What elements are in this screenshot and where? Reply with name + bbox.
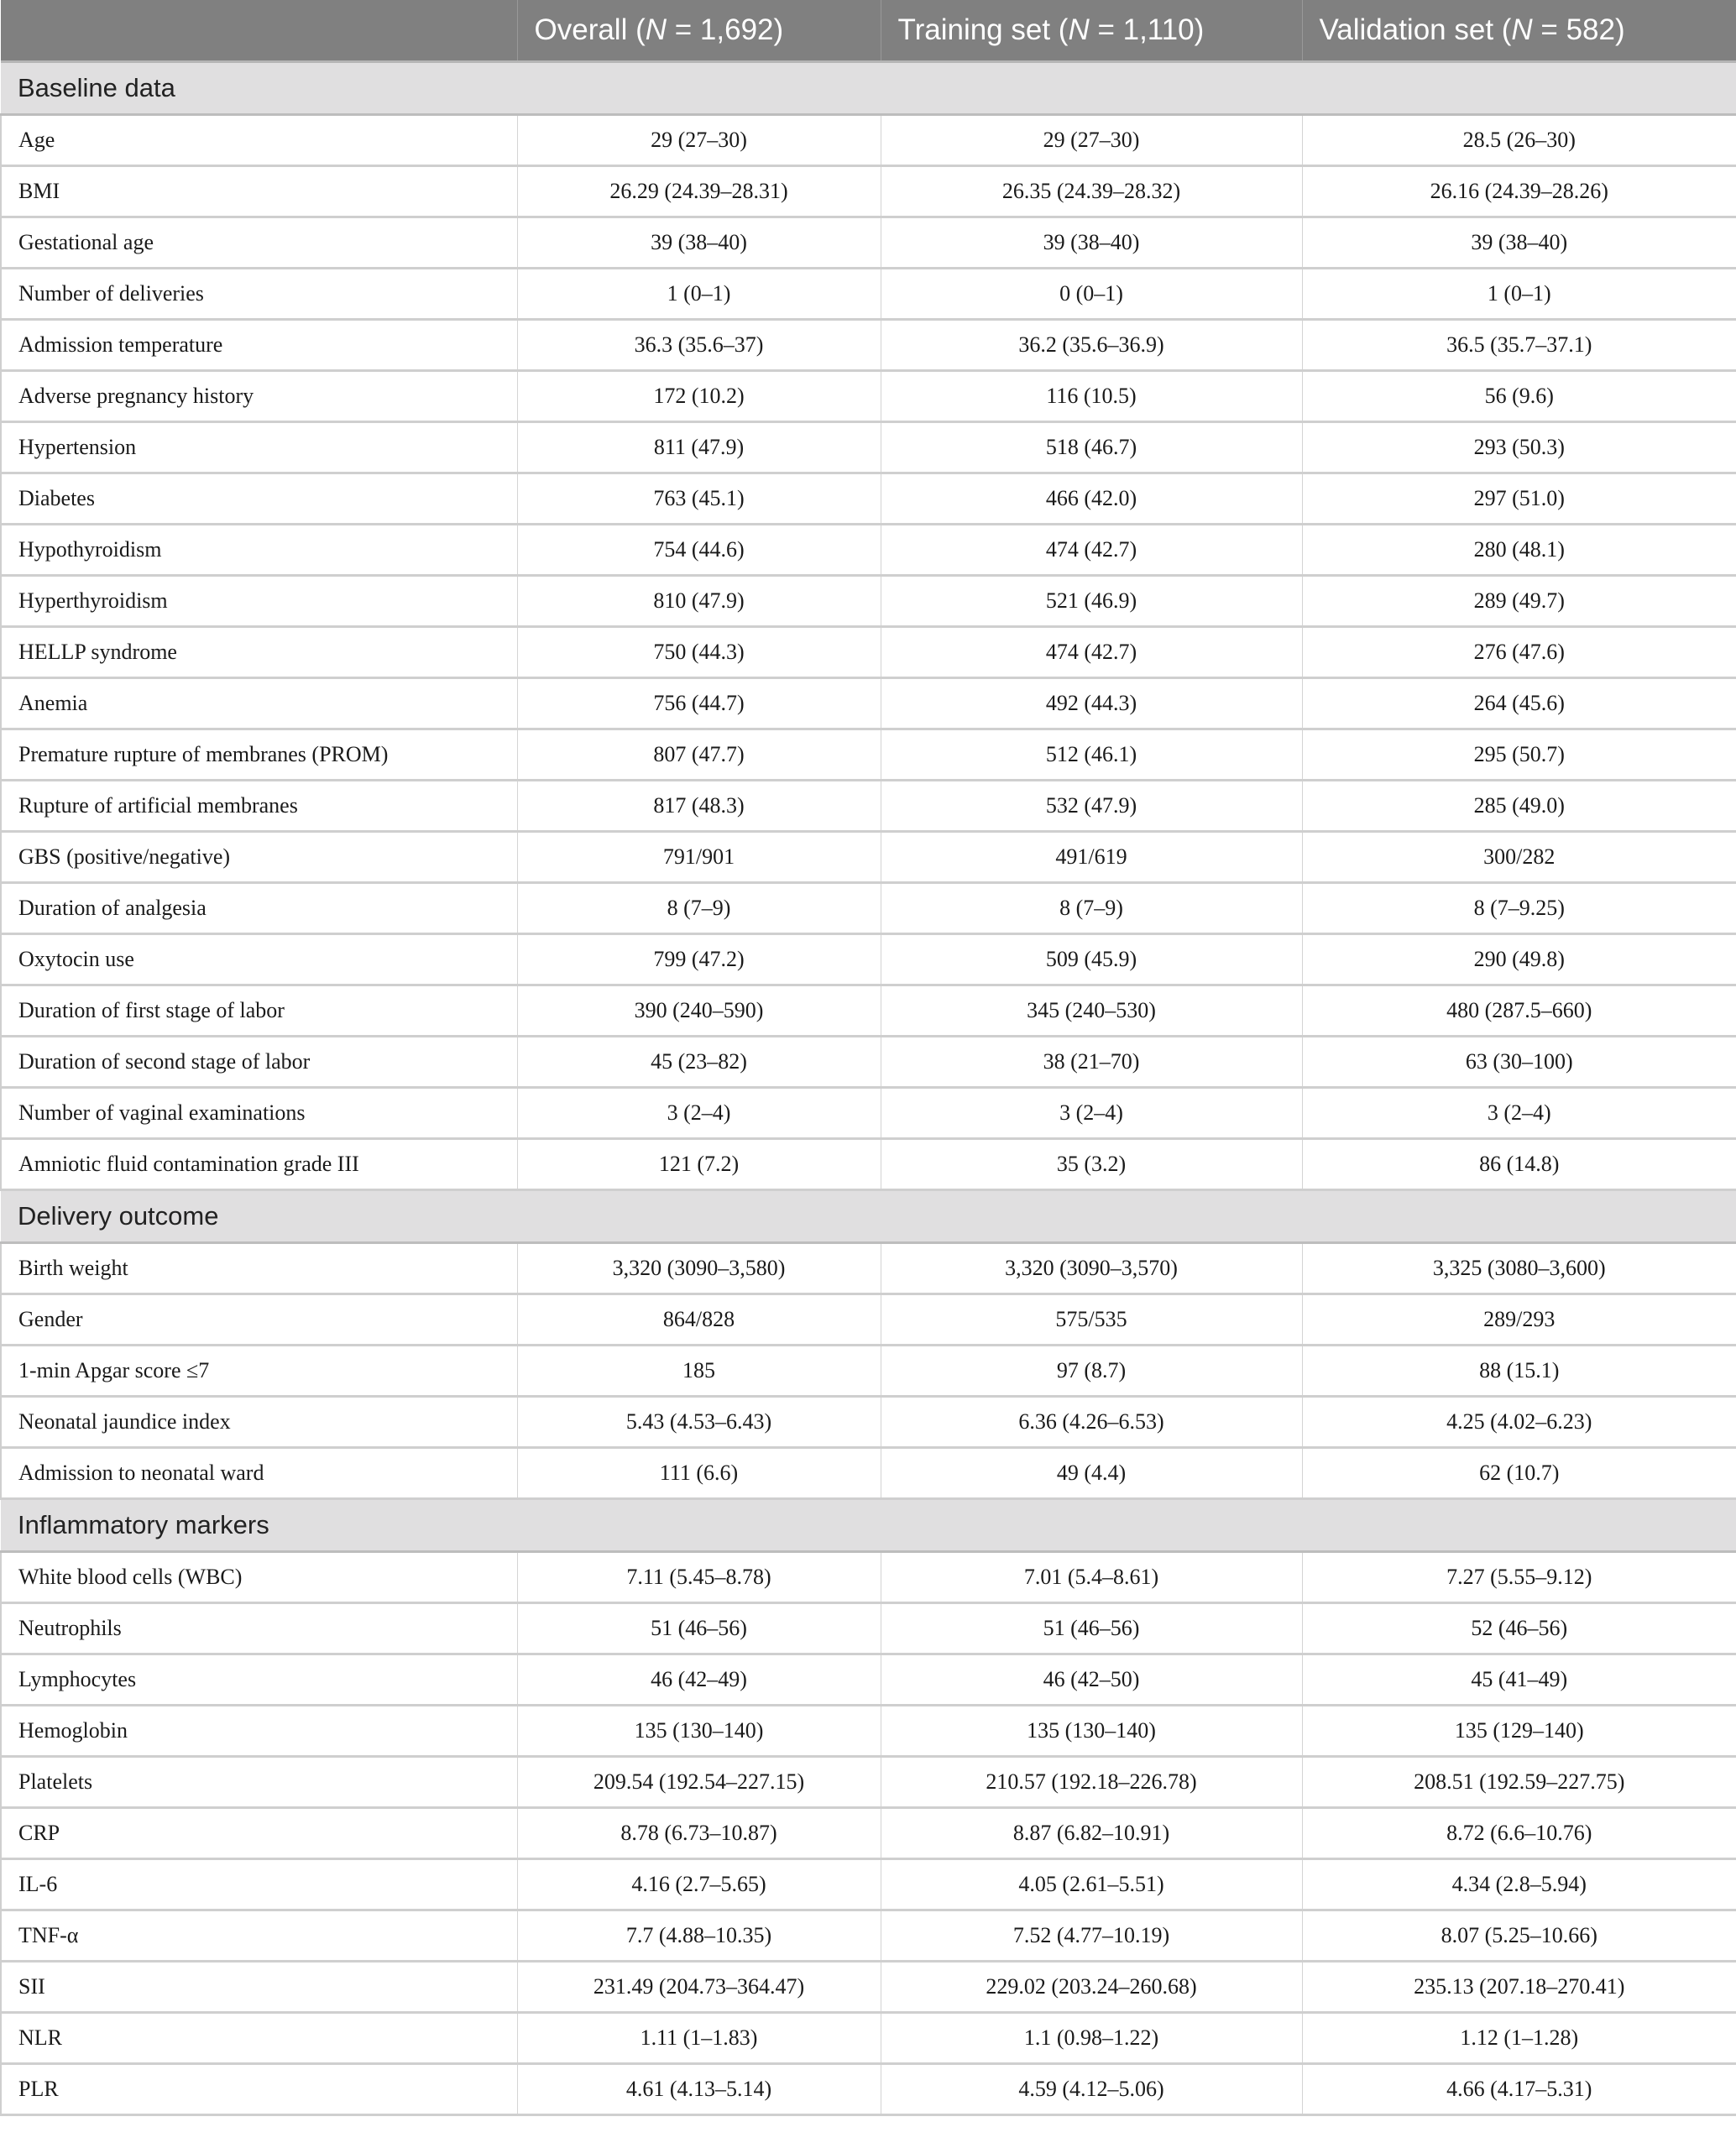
overall-cell: 864/828 [517, 1294, 881, 1346]
training-cell: 29 (27–30) [881, 115, 1302, 166]
variable-cell: Neonatal jaundice index [1, 1397, 517, 1448]
table-row [1, 371, 1736, 422]
validation-cell: 88 (15.1) [1302, 1346, 1736, 1397]
overall-cell: 36.3 (35.6–37) [517, 320, 881, 371]
table-row [1, 217, 1736, 269]
validation-cell: 86 (14.8) [1302, 1139, 1736, 1190]
variable-cell: IL-6 [1, 1859, 517, 1910]
table-row [1, 729, 1736, 781]
training-cell: 345 (240–530) [881, 985, 1302, 1037]
overall-cell: 231.49 (204.73–364.47) [517, 1962, 881, 2013]
training-cell: 116 (10.5) [881, 371, 1302, 422]
header-label: Validation set ( [1319, 13, 1512, 46]
table-row [1, 1603, 1736, 1654]
variable-cell: Oxytocin use [1, 934, 517, 985]
validation-cell: 285 (49.0) [1302, 781, 1736, 832]
training-cell: 3 (2–4) [881, 1088, 1302, 1139]
table-body [1, 62, 1736, 2115]
table-row [1, 422, 1736, 473]
overall-cell: 3 (2–4) [517, 1088, 881, 1139]
overall-cell: 750 (44.3) [517, 627, 881, 678]
table-row [1, 1037, 1736, 1088]
overall-cell: 46 (42–49) [517, 1654, 881, 1706]
overall-cell: 121 (7.2) [517, 1139, 881, 1190]
variable-cell: Diabetes [1, 473, 517, 525]
validation-cell: 3,325 (3080–3,600) [1302, 1243, 1736, 1294]
variable-cell: PLR [1, 2064, 517, 2115]
validation-cell: 4.25 (4.02–6.23) [1302, 1397, 1736, 1448]
training-cell: 4.05 (2.61–5.51) [881, 1859, 1302, 1910]
overall-cell: 756 (44.7) [517, 678, 881, 729]
overall-cell: 5.43 (4.53–6.43) [517, 1397, 881, 1448]
table-row [1, 473, 1736, 525]
validation-cell: 264 (45.6) [1302, 678, 1736, 729]
variable-cell: Rupture of artificial membranes [1, 781, 517, 832]
table-row [1, 1654, 1736, 1706]
overall-cell: 8.78 (6.73–10.87) [517, 1808, 881, 1859]
overall-cell: 810 (47.9) [517, 576, 881, 627]
training-cell: 1.1 (0.98–1.22) [881, 2013, 1302, 2064]
header-label: Overall ( [534, 13, 646, 46]
overall-cell: 26.29 (24.39–28.31) [517, 166, 881, 217]
variable-cell: Anemia [1, 678, 517, 729]
table-row [1, 1088, 1736, 1139]
validation-cell: 4.34 (2.8–5.94) [1302, 1859, 1736, 1910]
training-cell: 492 (44.3) [881, 678, 1302, 729]
overall-cell: 209.54 (192.54–227.15) [517, 1757, 881, 1808]
variable-cell: Number of deliveries [1, 269, 517, 320]
header-count: = 582) [1532, 13, 1625, 46]
training-cell: 7.01 (5.4–8.61) [881, 1552, 1302, 1603]
header-n: N [645, 13, 667, 46]
variable-cell: Hemoglobin [1, 1706, 517, 1757]
overall-cell: 799 (47.2) [517, 934, 881, 985]
validation-cell: 3 (2–4) [1302, 1088, 1736, 1139]
validation-cell: 8 (7–9.25) [1302, 883, 1736, 934]
overall-cell: 763 (45.1) [517, 473, 881, 525]
training-cell: 135 (130–140) [881, 1706, 1302, 1757]
validation-cell: 56 (9.6) [1302, 371, 1736, 422]
section-row [1, 1499, 1736, 1552]
table-header [1, 0, 1736, 62]
validation-cell: 289/293 [1302, 1294, 1736, 1346]
overall-cell: 1.11 (1–1.83) [517, 2013, 881, 2064]
validation-cell: 26.16 (24.39–28.26) [1302, 166, 1736, 217]
training-cell: 6.36 (4.26–6.53) [881, 1397, 1302, 1448]
training-cell: 26.35 (24.39–28.32) [881, 166, 1302, 217]
variable-cell: Admission temperature [1, 320, 517, 371]
variable-cell: Hypertension [1, 422, 517, 473]
training-cell: 51 (46–56) [881, 1603, 1302, 1654]
training-cell: 38 (21–70) [881, 1037, 1302, 1088]
training-cell: 474 (42.7) [881, 525, 1302, 576]
table-row [1, 1757, 1736, 1808]
overall-cell: 390 (240–590) [517, 985, 881, 1037]
variable-cell: Gender [1, 1294, 517, 1346]
overall-cell: 791/901 [517, 832, 881, 883]
table-row [1, 166, 1736, 217]
validation-cell: 52 (46–56) [1302, 1603, 1736, 1654]
training-cell: 0 (0–1) [881, 269, 1302, 320]
variable-cell: 1-min Apgar score ≤7 [1, 1346, 517, 1397]
training-cell: 97 (8.7) [881, 1346, 1302, 1397]
training-cell: 512 (46.1) [881, 729, 1302, 781]
table-row [1, 1294, 1736, 1346]
overall-cell: 807 (47.7) [517, 729, 881, 781]
header-variable [1, 0, 517, 62]
table-row [1, 1397, 1736, 1448]
training-cell: 39 (38–40) [881, 217, 1302, 269]
variable-cell: CRP [1, 1808, 517, 1859]
table-row [1, 883, 1736, 934]
overall-cell: 39 (38–40) [517, 217, 881, 269]
overall-cell: 8 (7–9) [517, 883, 881, 934]
table-row [1, 627, 1736, 678]
variable-cell: Platelets [1, 1757, 517, 1808]
training-cell: 474 (42.7) [881, 627, 1302, 678]
variable-cell: Duration of analgesia [1, 883, 517, 934]
overall-cell: 1 (0–1) [517, 269, 881, 320]
validation-cell: 289 (49.7) [1302, 576, 1736, 627]
table-row [1, 1448, 1736, 1499]
table-row [1, 525, 1736, 576]
variable-cell: HELLP syndrome [1, 627, 517, 678]
header-training [881, 0, 1302, 62]
variable-cell: GBS (positive/negative) [1, 832, 517, 883]
table-row [1, 985, 1736, 1037]
overall-cell: 754 (44.6) [517, 525, 881, 576]
overall-cell: 4.61 (4.13–5.14) [517, 2064, 881, 2115]
variable-cell: BMI [1, 166, 517, 217]
training-cell: 35 (3.2) [881, 1139, 1302, 1190]
header-n: N [1068, 13, 1090, 46]
variable-cell: White blood cells (WBC) [1, 1552, 517, 1603]
table-row [1, 115, 1736, 166]
overall-cell: 45 (23–82) [517, 1037, 881, 1088]
training-cell: 466 (42.0) [881, 473, 1302, 525]
section-title: Delivery outcome [1, 1190, 1736, 1243]
validation-cell: 1 (0–1) [1302, 269, 1736, 320]
validation-cell: 45 (41–49) [1302, 1654, 1736, 1706]
training-cell: 521 (46.9) [881, 576, 1302, 627]
training-cell: 532 (47.9) [881, 781, 1302, 832]
overall-cell: 3,320 (3090–3,580) [517, 1243, 881, 1294]
variable-cell: Number of vaginal examinations [1, 1088, 517, 1139]
table-row [1, 678, 1736, 729]
variable-cell: Neutrophils [1, 1603, 517, 1654]
overall-cell: 185 [517, 1346, 881, 1397]
training-cell: 36.2 (35.6–36.9) [881, 320, 1302, 371]
section-title: Baseline data [1, 62, 1736, 115]
overall-cell: 135 (130–140) [517, 1706, 881, 1757]
variable-cell: Amniotic fluid contamination grade III [1, 1139, 517, 1190]
training-cell: 49 (4.4) [881, 1448, 1302, 1499]
training-cell: 3,320 (3090–3,570) [881, 1243, 1302, 1294]
table-row [1, 2064, 1736, 2115]
section-row [1, 62, 1736, 115]
header-label: Training set ( [897, 13, 1069, 46]
training-cell: 8.87 (6.82–10.91) [881, 1808, 1302, 1859]
header-n: N [1511, 13, 1533, 46]
training-cell: 46 (42–50) [881, 1654, 1302, 1706]
validation-cell: 280 (48.1) [1302, 525, 1736, 576]
training-cell: 509 (45.9) [881, 934, 1302, 985]
variable-cell: Admission to neonatal ward [1, 1448, 517, 1499]
validation-cell: 297 (51.0) [1302, 473, 1736, 525]
validation-cell: 7.27 (5.55–9.12) [1302, 1552, 1736, 1603]
table-row [1, 576, 1736, 627]
section-title: Inflammatory markers [1, 1499, 1736, 1552]
variable-cell: Gestational age [1, 217, 517, 269]
training-cell: 210.57 (192.18–226.78) [881, 1757, 1302, 1808]
table-row [1, 1808, 1736, 1859]
validation-cell: 4.66 (4.17–5.31) [1302, 2064, 1736, 2115]
validation-cell: 62 (10.7) [1302, 1448, 1736, 1499]
overall-cell: 4.16 (2.7–5.65) [517, 1859, 881, 1910]
table-row [1, 1346, 1736, 1397]
header-count: = 1,110) [1089, 13, 1205, 46]
training-cell: 518 (46.7) [881, 422, 1302, 473]
table-row [1, 1706, 1736, 1757]
variable-cell: TNF-α [1, 1910, 517, 1962]
section-row [1, 1190, 1736, 1243]
table-row [1, 832, 1736, 883]
variable-cell: Hypothyroidism [1, 525, 517, 576]
validation-cell: 480 (287.5–660) [1302, 985, 1736, 1037]
validation-cell: 235.13 (207.18–270.41) [1302, 1962, 1736, 2013]
validation-cell: 208.51 (192.59–227.75) [1302, 1757, 1736, 1808]
validation-cell: 293 (50.3) [1302, 422, 1736, 473]
variable-cell: Duration of second stage of labor [1, 1037, 517, 1088]
table-row [1, 1139, 1736, 1190]
table-row [1, 1962, 1736, 2013]
validation-cell: 39 (38–40) [1302, 217, 1736, 269]
validation-cell: 8.07 (5.25–10.66) [1302, 1910, 1736, 1962]
header-overall [517, 0, 881, 62]
overall-cell: 7.7 (4.88–10.35) [517, 1910, 881, 1962]
header-row [1, 0, 1736, 62]
overall-cell: 811 (47.9) [517, 422, 881, 473]
variable-cell: Age [1, 115, 517, 166]
training-cell: 4.59 (4.12–5.06) [881, 2064, 1302, 2115]
header-validation [1302, 0, 1736, 62]
overall-cell: 817 (48.3) [517, 781, 881, 832]
variable-cell: NLR [1, 2013, 517, 2064]
table-row [1, 934, 1736, 985]
training-cell: 229.02 (203.24–260.68) [881, 1962, 1302, 2013]
validation-cell: 63 (30–100) [1302, 1037, 1736, 1088]
training-cell: 491/619 [881, 832, 1302, 883]
training-cell: 7.52 (4.77–10.19) [881, 1910, 1302, 1962]
variable-cell: Adverse pregnancy history [1, 371, 517, 422]
validation-cell: 290 (49.8) [1302, 934, 1736, 985]
table-row [1, 781, 1736, 832]
variable-cell: Birth weight [1, 1243, 517, 1294]
variable-cell: SII [1, 1962, 517, 2013]
table-row [1, 1910, 1736, 1962]
overall-cell: 51 (46–56) [517, 1603, 881, 1654]
validation-cell: 8.72 (6.6–10.76) [1302, 1808, 1736, 1859]
validation-cell: 28.5 (26–30) [1302, 115, 1736, 166]
validation-cell: 1.12 (1–1.28) [1302, 2013, 1736, 2064]
variable-cell: Lymphocytes [1, 1654, 517, 1706]
overall-cell: 29 (27–30) [517, 115, 881, 166]
variable-cell: Duration of first stage of labor [1, 985, 517, 1037]
validation-cell: 300/282 [1302, 832, 1736, 883]
validation-cell: 276 (47.6) [1302, 627, 1736, 678]
training-cell: 575/535 [881, 1294, 1302, 1346]
table-row [1, 320, 1736, 371]
overall-cell: 7.11 (5.45–8.78) [517, 1552, 881, 1603]
variable-cell: Premature rupture of membranes (PROM) [1, 729, 517, 781]
validation-cell: 135 (129–140) [1302, 1706, 1736, 1757]
overall-cell: 172 (10.2) [517, 371, 881, 422]
table-row [1, 1243, 1736, 1294]
training-cell: 8 (7–9) [881, 883, 1302, 934]
variable-cell: Hyperthyroidism [1, 576, 517, 627]
table-row [1, 269, 1736, 320]
table-row [1, 1859, 1736, 1910]
validation-cell: 295 (50.7) [1302, 729, 1736, 781]
table-row [1, 2013, 1736, 2064]
validation-cell: 36.5 (35.7–37.1) [1302, 320, 1736, 371]
header-count: = 1,692) [667, 13, 784, 46]
overall-cell: 111 (6.6) [517, 1448, 881, 1499]
table-row [1, 1552, 1736, 1603]
